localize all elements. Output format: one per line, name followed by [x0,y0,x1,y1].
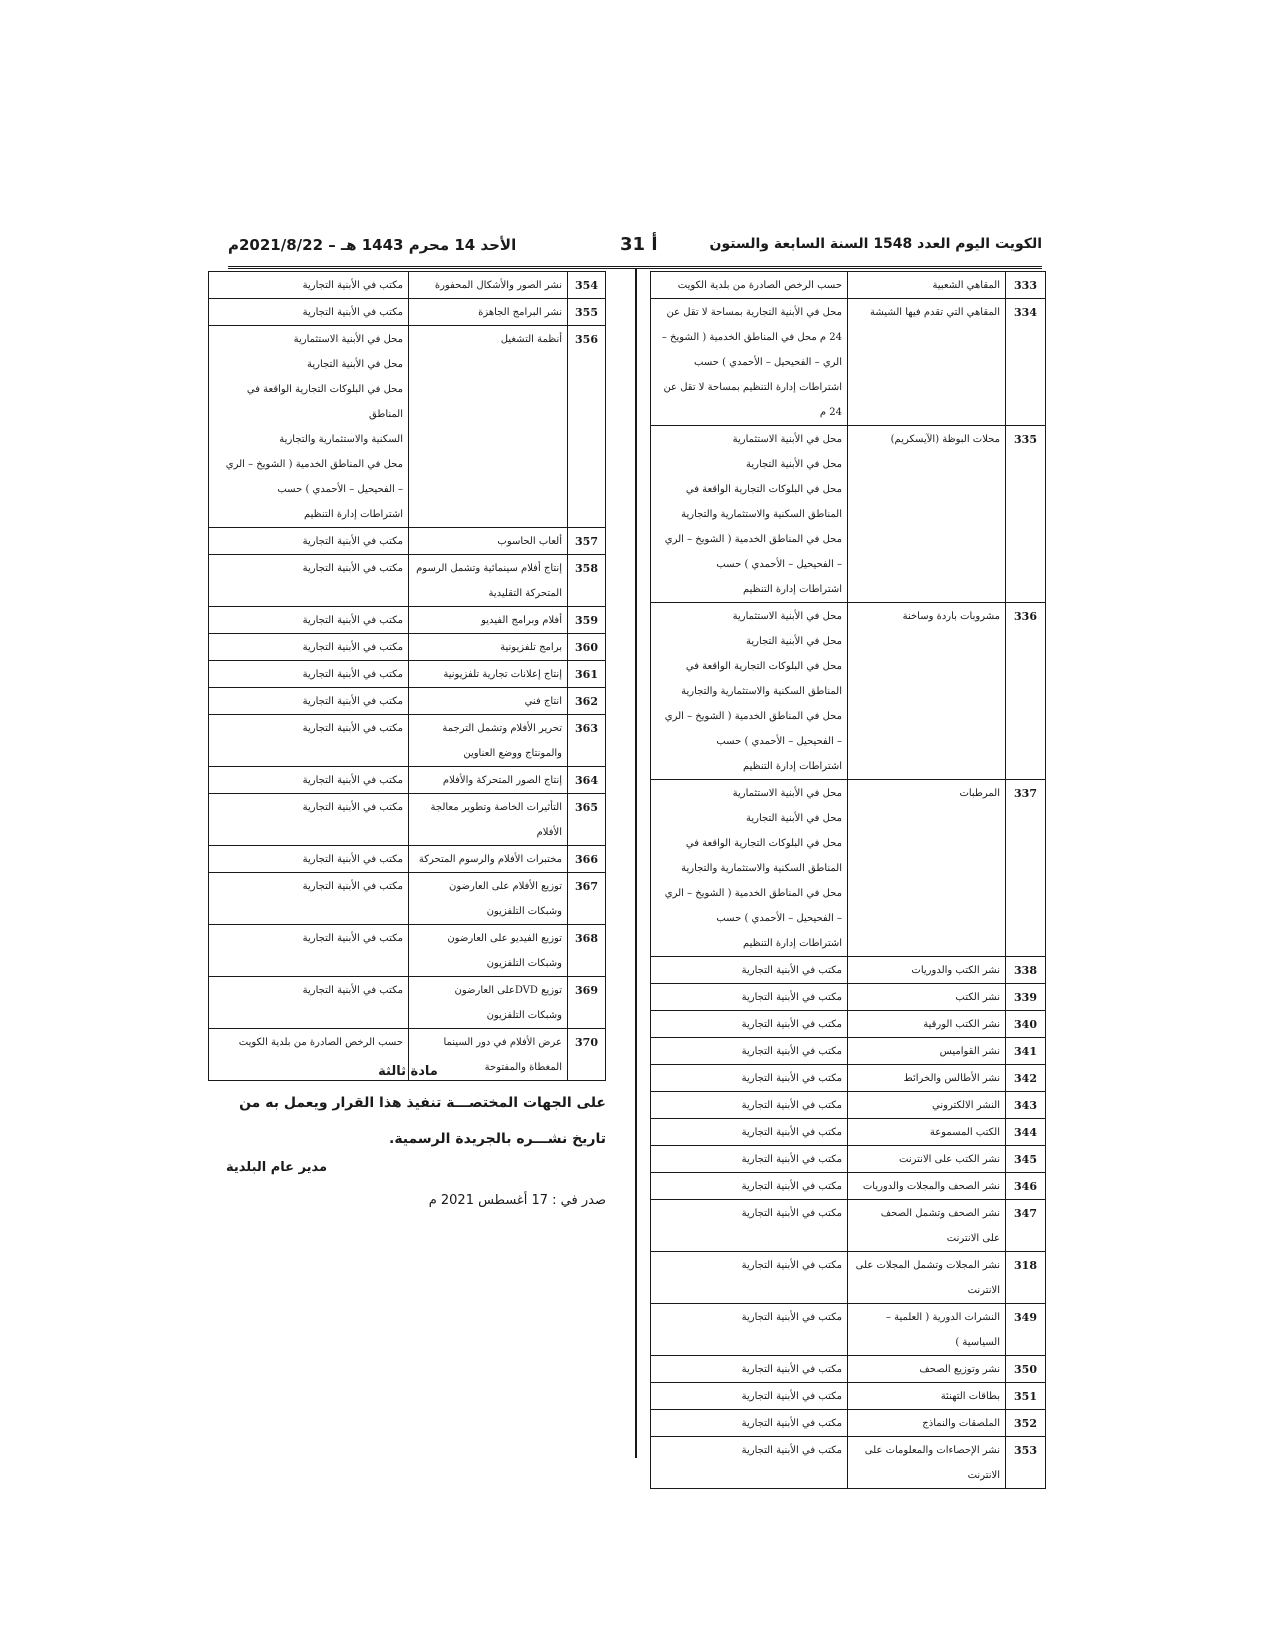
activity-location: مكتب في الأبنية التجارية [209,846,409,873]
activity-name: الكتب المسموعة [848,1119,1006,1146]
table-row [651,1065,1046,1092]
article-body: على الجهات المختصـــة تنفيذ هذا القرار ويعمل به من تاريخ نشـــره بالجريدة الرسمية. [239,1095,606,1147]
activity-location: مكتب في الأبنية التجارية [651,1092,848,1119]
activity-number: 350 [1006,1356,1046,1383]
activity-name: نشر المجلات وتشمل المجلات على الانترنت [848,1252,1006,1304]
activity-number: 342 [1006,1065,1046,1092]
activity-number: 364 [568,767,606,794]
table-row [651,1383,1046,1410]
activities-table-right [650,271,1046,1489]
activity-location: مكتب في الأبنية التجارية [209,555,409,607]
table-row [209,688,606,715]
activity-location: مكتب في الأبنية التجارية [209,767,409,794]
activity-name: نشر الكتب والدوريات [848,957,1006,984]
activity-name: نشر وتوزيع الصحف [848,1356,1006,1383]
activity-name: توزيع الأفلام على العارضون وشبكات التلفزيون [409,873,568,925]
activity-name: توزيع الفيديو على العارضون وشبكات التلفزيون [409,925,568,977]
activity-number: 361 [568,661,606,688]
activity-name: نشر الأطالس والخرائط [848,1065,1006,1092]
activity-number: 341 [1006,1038,1046,1065]
activity-location: مكتب في الأبنية التجارية [651,1119,848,1146]
activity-name: أنظمة التشغيل [409,326,568,528]
activity-location: مكتب في الأبنية التجارية [651,1304,848,1356]
table-row [651,957,1046,984]
activity-location: مكتب في الأبنية التجارية [651,1011,848,1038]
table-body-right [651,272,1046,1489]
activity-location: مكتب في الأبنية التجارية [651,1252,848,1304]
activity-name: نشر الكتب على الانترنت [848,1146,1006,1173]
activity-number: 362 [568,688,606,715]
table-row [209,873,606,925]
activity-location: حسب الرخص الصادرة من بلدية الكويت [209,1029,409,1081]
activity-location: مكتب في الأبنية التجارية [209,925,409,977]
activity-name: نشر الإحصاءات والمعلومات على الانترنت [848,1437,1006,1489]
table-row [651,1252,1046,1304]
activity-number: 347 [1006,1200,1046,1252]
table-row [651,1038,1046,1065]
activity-number: 336 [1006,603,1046,780]
table-row [209,528,606,555]
activity-number: 349 [1006,1304,1046,1356]
activity-name: المقاهي الشعبية [848,272,1006,299]
activity-location: مكتب في الأبنية التجارية [651,1410,848,1437]
table-row [651,780,1046,957]
activity-number: 369 [568,977,606,1029]
activity-name: نشر الصور والأشكال المحفورة [409,272,568,299]
activity-name: محلات البوظة (الآيسكريم) [848,426,1006,603]
table-row [651,1410,1046,1437]
activity-location: مكتب في الأبنية التجارية [209,688,409,715]
table-row [209,555,606,607]
activity-number: 345 [1006,1146,1046,1173]
activity-location: مكتب في الأبنية التجارية [651,1200,848,1252]
activity-location: مكتب في الأبنية التجارية [651,1065,848,1092]
table-row [209,925,606,977]
activity-location: محل في الأبنية الاستثمارية محل في الأبنية التجارية محل في البلوكات التجارية الواقعة في المناطق السكنية والاستثمارية والتجارية محل في المناطق الخدمية ( الشويخ – الري – الفحيحيل – الأحمدي ) حسب اشتراطات إدارة التنظيم [651,426,848,603]
issue-date: صدر في : 17 أغسطس 2021 م [428,1193,606,1208]
activity-name: ألعاب الحاسوب [409,528,568,555]
activity-number: 367 [568,873,606,925]
activity-number: 343 [1006,1092,1046,1119]
activity-location: مكتب في الأبنية التجارية [651,1437,848,1489]
table-row [209,977,606,1029]
activity-number: 351 [1006,1383,1046,1410]
activity-name: المرطبات [848,780,1006,957]
table-row [209,661,606,688]
activity-number: 334 [1006,299,1046,426]
activity-number: 355 [568,299,606,326]
table-row [209,767,606,794]
activity-name: النشرات الدورية ( العلمية – السياسية ) [848,1304,1006,1356]
activity-location: مكتب في الأبنية التجارية [209,977,409,1029]
activity-name: نشر الكتب الورقية [848,1011,1006,1038]
activity-name: نشر القواميس [848,1038,1006,1065]
table-row [651,984,1046,1011]
activity-name: المقاهي التي تقدم فيها الشيشة [848,299,1006,426]
activity-name: توزيع DVDعلى العارضون وشبكات التلفزيون [409,977,568,1029]
activity-location: مكتب في الأبنية التجارية [209,873,409,925]
activity-name: بطاقات التهنئة [848,1383,1006,1410]
signer: مدير عام البلدية [226,1160,328,1175]
table-row [651,426,1046,603]
activity-name: الملصقات والنماذج [848,1410,1006,1437]
table-row [651,1146,1046,1173]
page-header [228,236,1042,269]
activity-location: مكتب في الأبنية التجارية [651,957,848,984]
table-row [209,607,606,634]
activity-location: مكتب في الأبنية التجارية [209,634,409,661]
activity-location: مكتب في الأبنية التجارية [651,1038,848,1065]
activity-name: مشروبات باردة وساخنة [848,603,1006,780]
activities-table-left [208,271,606,1081]
activity-location: مكتب في الأبنية التجارية [209,607,409,634]
activity-number: 357 [568,528,606,555]
table-row [651,1304,1046,1356]
activity-number: 359 [568,607,606,634]
activity-location: مكتب في الأبنية التجارية [651,1146,848,1173]
activity-location: مكتب في الأبنية التجارية [651,984,848,1011]
table-row [209,794,606,846]
table-row [651,1437,1046,1489]
activity-name: نشر الصحف والمجلات والدوريات [848,1173,1006,1200]
activity-location: مكتب في الأبنية التجارية [209,299,409,326]
activity-location: مكتب في الأبنية التجارية [209,794,409,846]
activity-name: مختبرات الأفلام والرسوم المتحركة [409,846,568,873]
activity-location: محل في الأبنية الاستثمارية محل في الأبنية التجارية محل في البلوكات التجارية الواقعة في المناطق السكنية والاستثمارية والتجارية محل في المناطق الخدمية ( الشويخ – الري – الفحيحيل – الأحمدي ) حسب اشتراطات إدارة التنظيم [651,780,848,957]
activity-number: 346 [1006,1173,1046,1200]
activity-location: مكتب في الأبنية التجارية [651,1173,848,1200]
table-row [209,715,606,767]
activity-location: حسب الرخص الصادرة من بلدية الكويت [651,272,848,299]
activity-name: إنتاج الصور المتحركة والأفلام [409,767,568,794]
activity-location: مكتب في الأبنية التجارية [651,1356,848,1383]
activity-name: إنتاج أفلام سينمائية وتشمل الرسوم المتحركة التقليدية [409,555,568,607]
activity-name: برامج تلفزيونية [409,634,568,661]
article-title: مادة ثالثة [378,1064,438,1079]
activity-number: 333 [1006,272,1046,299]
activity-location: محل في الأبنية الاستثمارية محل في الأبنية التجارية محل في البلوكات التجارية الواقعة في المناطق السكنية والاستثمارية والتجارية محل في المناطق الخدمية ( الشويخ – الري – الفحيحيل – الأحمدي ) حسب اشتراطات إدارة التنظيم [651,603,848,780]
activity-name: نشر البرامج الجاهزة [409,299,568,326]
column-divider [635,268,637,1458]
activity-number: 352 [1006,1410,1046,1437]
activity-name: نشر الصحف وتشمل الصحف على الانترنت [848,1200,1006,1252]
activity-location: مكتب في الأبنية التجارية [209,272,409,299]
activity-name: إنتاج إعلانات تجارية تلفزيونية [409,661,568,688]
activity-number: 354 [568,272,606,299]
activity-number: 353 [1006,1437,1046,1489]
activity-name: عرض الأفلام في دور السينما المغطاة والمفتوحة [409,1029,568,1081]
table-row [651,299,1046,426]
activity-location: مكتب في الأبنية التجارية [209,528,409,555]
activity-name: نشر الكتب [848,984,1006,1011]
activity-number: 360 [568,634,606,661]
activity-number: 318 [1006,1252,1046,1304]
activity-location: مكتب في الأبنية التجارية [209,715,409,767]
activity-number: 370 [568,1029,606,1081]
table-row [651,1173,1046,1200]
activity-number: 368 [568,925,606,977]
header-gazette-issue: الكويت اليوم العدد 1548 السنة السابعة والستون [709,236,1042,252]
table-row [651,1200,1046,1252]
table-body-left [209,272,606,1081]
activity-number: 366 [568,846,606,873]
activity-number: 335 [1006,426,1046,603]
activity-location: محل في الأبنية الاستثمارية محل في الأبنية التجارية محل في البلوكات التجارية الواقعة في المناطق السكنية والاستثمارية والتجارية محل في المناطق الخدمية ( الشويخ – الري – الفحيحيل – الأحمدي ) حسب اشتراطات إدارة التنظيم [209,326,409,528]
activity-name: التأثيرات الخاصة وتطوير معالجة الأفلام [409,794,568,846]
activity-number: 356 [568,326,606,528]
table-row [209,299,606,326]
table-row [651,1011,1046,1038]
table-row [651,1356,1046,1383]
table-row [209,272,606,299]
activity-number: 340 [1006,1011,1046,1038]
activity-number: 365 [568,794,606,846]
activity-number: 344 [1006,1119,1046,1146]
table-row [209,634,606,661]
activity-name: تحرير الأفلام وتشمل الترجمة والمونتاج ووضع العناوين [409,715,568,767]
activity-number: 337 [1006,780,1046,957]
header-date: الأحد 14 محرم 1443 هـ – 2021/8/22م [228,236,517,254]
table-row [651,272,1046,299]
header-page-number: أ 31 [620,234,658,255]
activity-number: 358 [568,555,606,607]
activity-location: مكتب في الأبنية التجارية [209,661,409,688]
activity-name: انتاج فني [409,688,568,715]
activity-location: مكتب في الأبنية التجارية [651,1383,848,1410]
activity-name: أفلام وبرامج الفيديو [409,607,568,634]
activity-number: 363 [568,715,606,767]
activity-name: النشر الالكتروني [848,1092,1006,1119]
table-row [651,603,1046,780]
activity-location: محل في الأبنية التجارية بمساحة لا تقل عن 24 م محل في المناطق الخدمية ( الشويخ – الري – الفحيحيل – الأحمدي ) حسب اشتراطات إدارة التنظيم بمساحة لا تقل عن 24 م [651,299,848,426]
activity-number: 338 [1006,957,1046,984]
table-row [209,326,606,528]
table-row [651,1092,1046,1119]
table-row [651,1119,1046,1146]
activity-number: 339 [1006,984,1046,1011]
table-row [209,846,606,873]
